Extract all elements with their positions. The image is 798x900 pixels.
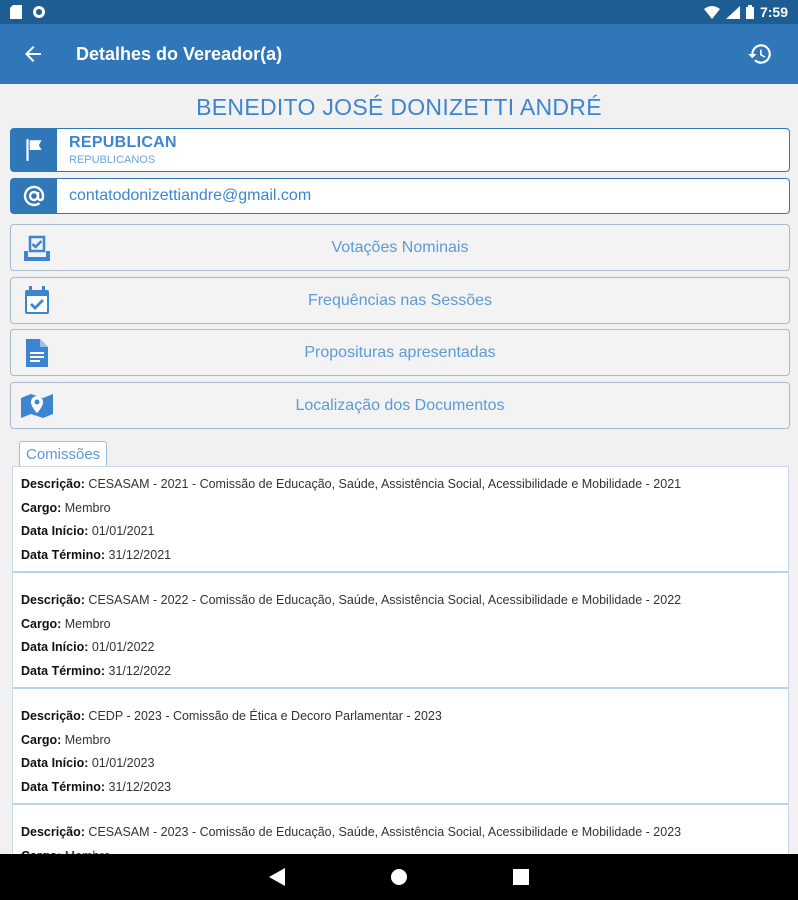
battery-icon <box>746 5 754 19</box>
action-label: Votações Nominais <box>331 238 469 256</box>
ballot-check-icon <box>20 233 54 263</box>
commission-end: 31/12/2023 <box>108 779 172 794</box>
commission-start: 01/01/2021 <box>91 524 155 538</box>
calendar-check-icon <box>23 286 51 316</box>
field-label: Data Término: <box>21 547 106 562</box>
party-short-name: REPUBLICAN <box>69 134 177 151</box>
nav-home-button[interactable] <box>383 861 415 893</box>
back-button[interactable] <box>0 24 66 84</box>
commission-role: Membro <box>64 500 111 515</box>
flag-icon <box>21 137 47 163</box>
commission-start: 01/01/2023 <box>91 756 155 770</box>
wifi-icon <box>704 6 720 19</box>
arrow-left-icon <box>23 44 43 64</box>
commission-role: Membro <box>64 616 111 631</box>
list-item[interactable] <box>13 467 788 573</box>
map-pin-icon <box>20 392 54 420</box>
document-icon <box>26 339 48 367</box>
field-label: Cargo: <box>21 616 62 631</box>
list-item[interactable] <box>13 699 788 805</box>
councilor-name: BENEDITO JOSÉ DONIZETTI ANDRÉ <box>196 94 602 120</box>
field-label: Data Término: <box>21 779 106 794</box>
nav-back-button[interactable] <box>261 861 293 893</box>
email-icon-box <box>11 179 57 213</box>
field-label: Cargo: <box>21 732 62 747</box>
content-area <box>0 84 798 854</box>
field-label: Descrição: <box>21 825 85 839</box>
sd-card-icon <box>10 5 22 19</box>
field-label: Data Término: <box>21 663 106 678</box>
list-item[interactable] <box>13 583 788 689</box>
email-text[interactable]: contatodonizettiandre@gmail.com <box>69 187 312 204</box>
at-sign-icon <box>22 184 46 208</box>
signal-icon <box>726 6 740 19</box>
status-time: 7:59 <box>759 4 788 20</box>
party-box <box>10 128 790 172</box>
commission-end: 31/12/2022 <box>108 663 172 678</box>
party-icon-box <box>11 129 57 171</box>
commissions-list <box>12 466 789 866</box>
history-icon <box>747 41 773 67</box>
tab-comissoes[interactable]: Comissões <box>19 441 107 467</box>
localizacao-documentos-button[interactable] <box>10 382 790 429</box>
field-label: Descrição: <box>21 593 85 607</box>
commission-description: CEDP - 2023 - Comissão de Ética e Decoro Parlamentar - 2023 <box>88 709 442 723</box>
frequencias-sessoes-button[interactable] <box>10 277 790 324</box>
votacoes-nominais-button[interactable] <box>10 224 790 271</box>
action-label: Frequências nas Sessões <box>307 291 493 309</box>
field-label: Data Início: <box>21 524 89 538</box>
email-box[interactable] <box>10 178 790 214</box>
field-label: Data Início: <box>21 756 89 770</box>
commission-description: CESASAM - 2023 - Comissão de Educação, Saúde, Assistência Social, Acessibilidade e Mobilidade - 2023 <box>88 825 682 839</box>
commission-description: CESASAM - 2022 - Comissão de Educação, Saúde, Assistência Social, Acessibilidade e Mobilidade - 2022 <box>88 593 682 607</box>
field-label: Descrição: <box>21 477 85 491</box>
commission-description: CESASAM - 2021 - Comissão de Educação, Saúde, Assistência Social, Acessibilidade e Mobilidade - 2021 <box>88 477 682 491</box>
commission-role: Membro <box>64 732 111 747</box>
commission-start: 01/01/2022 <box>91 640 155 654</box>
party-full-name: REPUBLICANOS <box>69 154 156 166</box>
history-button[interactable] <box>722 24 798 84</box>
commission-end: 31/12/2021 <box>108 547 172 562</box>
field-label: Descrição: <box>21 709 85 723</box>
status-bar <box>0 0 798 24</box>
triangle-back-icon <box>269 868 285 886</box>
square-recents-icon <box>513 869 529 885</box>
app-bar <box>0 24 798 84</box>
action-label: Proposituras apresentadas <box>304 343 496 361</box>
circle-home-icon <box>390 868 408 886</box>
page-title: Detalhes do Vereador(a) <box>76 43 283 64</box>
proposituras-apresentadas-button[interactable] <box>10 329 790 376</box>
field-label: Cargo: <box>21 500 62 515</box>
action-label: Localização dos Documentos <box>295 396 505 414</box>
sync-icon <box>32 5 46 19</box>
navigation-bar <box>0 854 798 900</box>
field-label: Data Início: <box>21 640 89 654</box>
nav-recents-button[interactable] <box>505 861 537 893</box>
